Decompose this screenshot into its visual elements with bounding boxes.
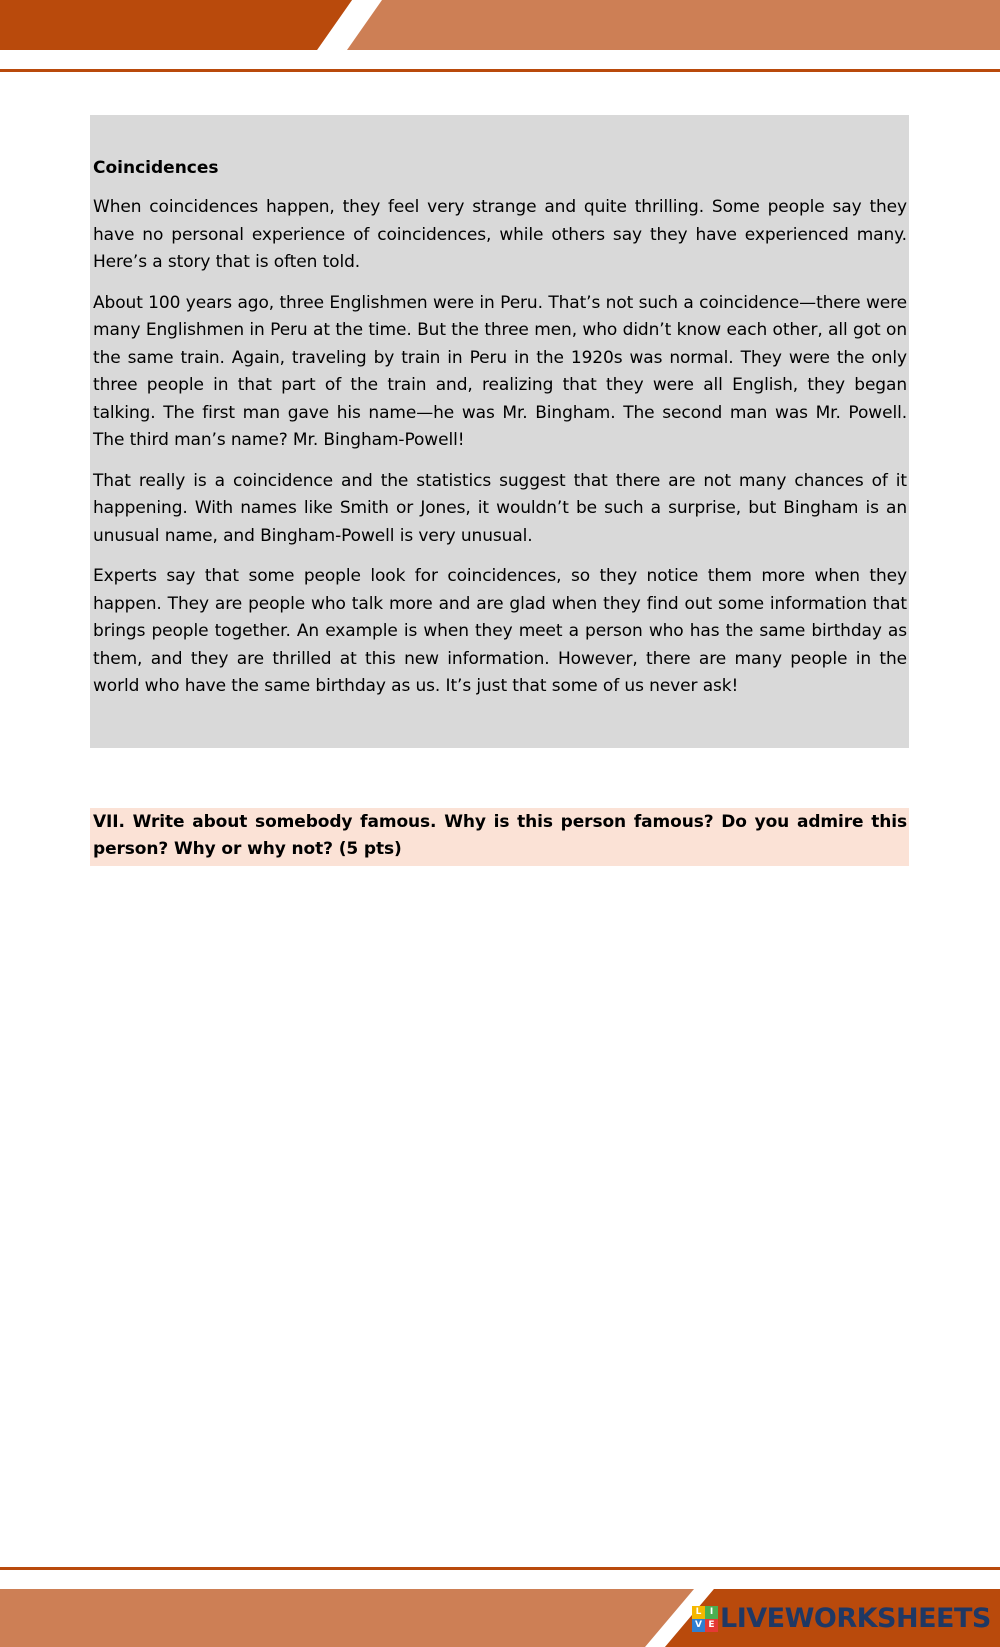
logo-letter-e: E [705, 1619, 718, 1632]
header-band-dark [0, 0, 352, 50]
liveworksheets-brand[interactable] [692, 1603, 991, 1635]
passage-paragraph: That really is a coincidence and the statistics suggest that there are not many chances of it happening. With names like Smith or Jones, it wouldn’t be such a surprise, but Bingham is an unusual name, and Bingham-Powell is very unusual. [93, 470, 907, 546]
logo-letter-i: I [705, 1606, 718, 1619]
logo-letter-l: L [692, 1606, 705, 1619]
passage-title: Coincidences [93, 158, 219, 178]
header-banner [0, 0, 1000, 50]
brand-name: LIVEWORKSHEETS [720, 1603, 991, 1634]
passage-paragraph: Experts say that some people look for coincidences, so they notice them more when they happen. They are people who talk more and are glad when they find out some information that brings people together. An example is when they meet a person who has the same birthday as them, and they are thrilled at this new information. However, there are many people in the world who have the same birthday as us. It’s just that some of us never ask! [93, 566, 907, 696]
passage-paragraph: About 100 years ago, three Englishmen were in Peru. That’s not such a coincidence—there were many Englishmen in Peru at the time. But the three men, who didn’t know each other, all got on the same train. Again, traveling by train in Peru in the 1920s was normal. They were the only three people in that part of the train and, realizing that they were all English, they began talking. The first man gave his name—he was Mr. Bingham. The second man was Mr. Powell. The third man’s name? Mr. Bingham-Powell! [93, 292, 907, 450]
reading-passage [90, 115, 909, 748]
logo-letter-v: V [692, 1619, 705, 1632]
liveworksheets-logo-icon [692, 1606, 718, 1632]
passage-paragraph: When coincidences happen, they feel very strange and quite thrilling. Some people say they have no personal experience of coincidences, while others say they have experienced many. Here’s a story that is often told. [93, 197, 907, 272]
footer-rule [0, 1567, 1000, 1570]
question-prompt: VII. Write about somebody famous. Why is this person famous? Do you admire this person? Why or why not? (5 pts) [90, 808, 909, 866]
header-rule [0, 69, 1000, 72]
